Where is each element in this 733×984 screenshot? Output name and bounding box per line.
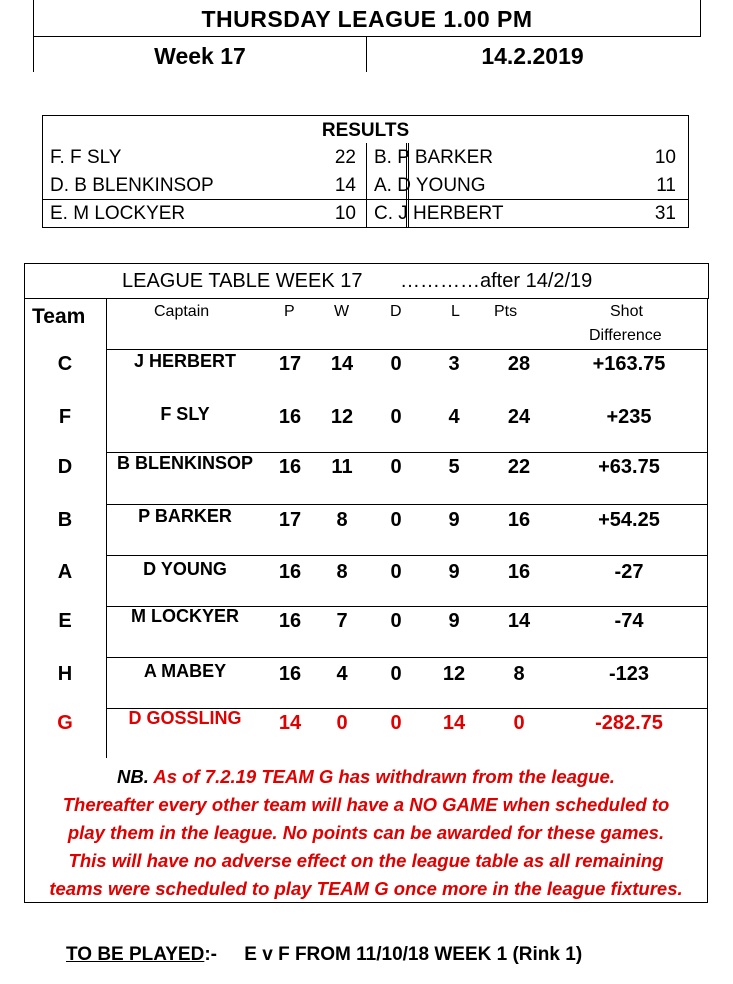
divider [106,349,707,350]
note-line: Thereafter every other team will have a NO GAME when scheduled to [62,794,670,815]
col-won: W [334,303,350,320]
cell-d: 0 [390,561,402,583]
page-title: THURSDAY LEAGUE 1.00 PM [33,0,701,37]
cell-team: G [57,712,73,734]
home-team: D. B BLENKINSOP [50,175,214,196]
result-row [42,144,689,172]
away-score: 31 [654,203,676,224]
home-score: 10 [334,203,356,224]
away-team: B. P BARKER [374,147,493,168]
cell-w: 8 [336,509,348,531]
col-captain: Captain [154,303,210,320]
divider [106,298,107,758]
cell-shot: +54.25 [598,509,660,531]
cell-l: 12 [442,663,466,685]
note-line: teams were scheduled to play TEAM G once more in the league fixtures. [49,878,683,899]
col-shot: Shot [610,303,643,320]
cell-d: 0 [390,663,402,685]
cell-w: 8 [336,561,348,583]
cell-team: D [57,456,73,478]
note-prefix: NB. [117,766,149,787]
cell-p: 14 [278,712,302,734]
note-text: As of 7.2.19 TEAM G has withdrawn from the league. [153,766,615,787]
cell-team: A [57,561,73,583]
cell-pts: 16 [507,561,531,583]
note-line: This will have no adverse effect on the league table as all remaining [68,850,664,871]
cell-w: 14 [330,353,354,375]
cell-l: 5 [448,456,460,478]
cell-w: 0 [336,712,348,734]
home-score: 14 [334,175,356,196]
cell-d: 0 [390,610,402,632]
cell-w: 4 [336,663,348,685]
league-table-heading: LEAGUE TABLE WEEK 17 [122,270,363,292]
cell-pts: 24 [507,406,531,428]
cell-d: 0 [390,712,402,734]
home-team: F. F SLY [50,147,122,168]
cell-l: 9 [448,561,460,583]
cell-p: 16 [278,456,302,478]
cell-l: 4 [448,406,460,428]
cell-d: 0 [390,509,402,531]
away-score: 11 [656,175,676,196]
cell-team: H [57,663,73,685]
header [33,0,699,72]
col-team: Team [32,305,86,328]
cell-d: 0 [390,406,402,428]
footer-suffix: :- [204,944,217,965]
col-played: P [284,303,295,320]
date-label: 14.2.2019 [481,43,584,69]
cell-team: E [58,610,72,632]
cell-captain: D GOSSLING [128,708,242,728]
cell-l: 9 [448,610,460,632]
result-row [42,172,689,200]
cell-pts: 28 [507,353,531,375]
cell-p: 17 [278,509,302,531]
cell-shot: -123 [608,663,650,685]
note-line: play them in the league. No points can be awarded for these games. [67,822,665,843]
cell-captain: F SLY [160,404,210,424]
home-team: E. M LOCKYER [50,203,186,224]
cell-shot: +63.75 [598,456,660,478]
cell-captain: M LOCKYER [131,606,239,626]
cell-team: F [58,406,72,428]
cell-l: 9 [448,509,460,531]
cell-team: C [57,353,73,375]
note [24,763,708,903]
cell-pts: 14 [507,610,531,632]
away-score: 10 [654,147,676,168]
cell-p: 16 [278,663,302,685]
week-label: Week 17 [33,37,367,72]
cell-captain: D YOUNG [143,559,227,579]
cell-p: 16 [278,406,302,428]
cell-pts: 16 [507,509,531,531]
home-score: 22 [334,147,356,168]
footer-fixture: E v F FROM 11/10/18 WEEK 1 (Rink 1) [244,944,583,965]
cell-p: 17 [278,353,302,375]
divider [24,298,708,299]
cell-shot: -74 [614,610,644,632]
cell-shot: +163.75 [592,353,666,375]
away-team: A. D YOUNG [374,175,486,196]
cell-pts: 0 [513,712,525,734]
cell-p: 16 [278,561,302,583]
cell-p: 16 [278,610,302,632]
cell-captain: B BLENKINSOP [116,453,253,473]
cell-pts: 22 [507,456,531,478]
league-table [24,263,708,903]
cell-pts: 8 [513,663,525,685]
footer-label: TO BE PLAYED [66,944,205,965]
results-box [42,115,689,228]
cell-captain: J HERBERT [133,351,236,371]
cell-captain: P BARKER [138,506,232,526]
note-line [24,763,708,791]
footer [66,944,582,966]
divider [106,555,707,556]
league-table-title [24,263,709,299]
divider [106,657,707,658]
cell-shot: -27 [614,561,644,583]
cell-w: 7 [336,610,348,632]
away-team: C. J HERBERT [374,203,504,224]
cell-w: 11 [331,456,353,478]
col-points: Pts [494,303,518,320]
col-lost: L [451,303,460,320]
cell-d: 0 [390,353,402,375]
col-shot-difference: Difference [589,327,662,344]
cell-d: 0 [390,456,402,478]
results-heading: RESULTS [42,115,689,144]
cell-l: 3 [448,353,460,375]
cell-shot: +235 [606,406,652,428]
cell-w: 12 [330,406,354,428]
cell-captain: A MABEY [143,661,227,681]
league-table-subtitle: …………after 14/2/19 [400,270,593,292]
col-drawn: D [390,303,402,320]
result-row [42,200,689,228]
cell-team: B [57,509,73,531]
cell-l: 14 [442,712,466,734]
divider [106,504,707,505]
cell-shot: -282.75 [595,712,663,734]
